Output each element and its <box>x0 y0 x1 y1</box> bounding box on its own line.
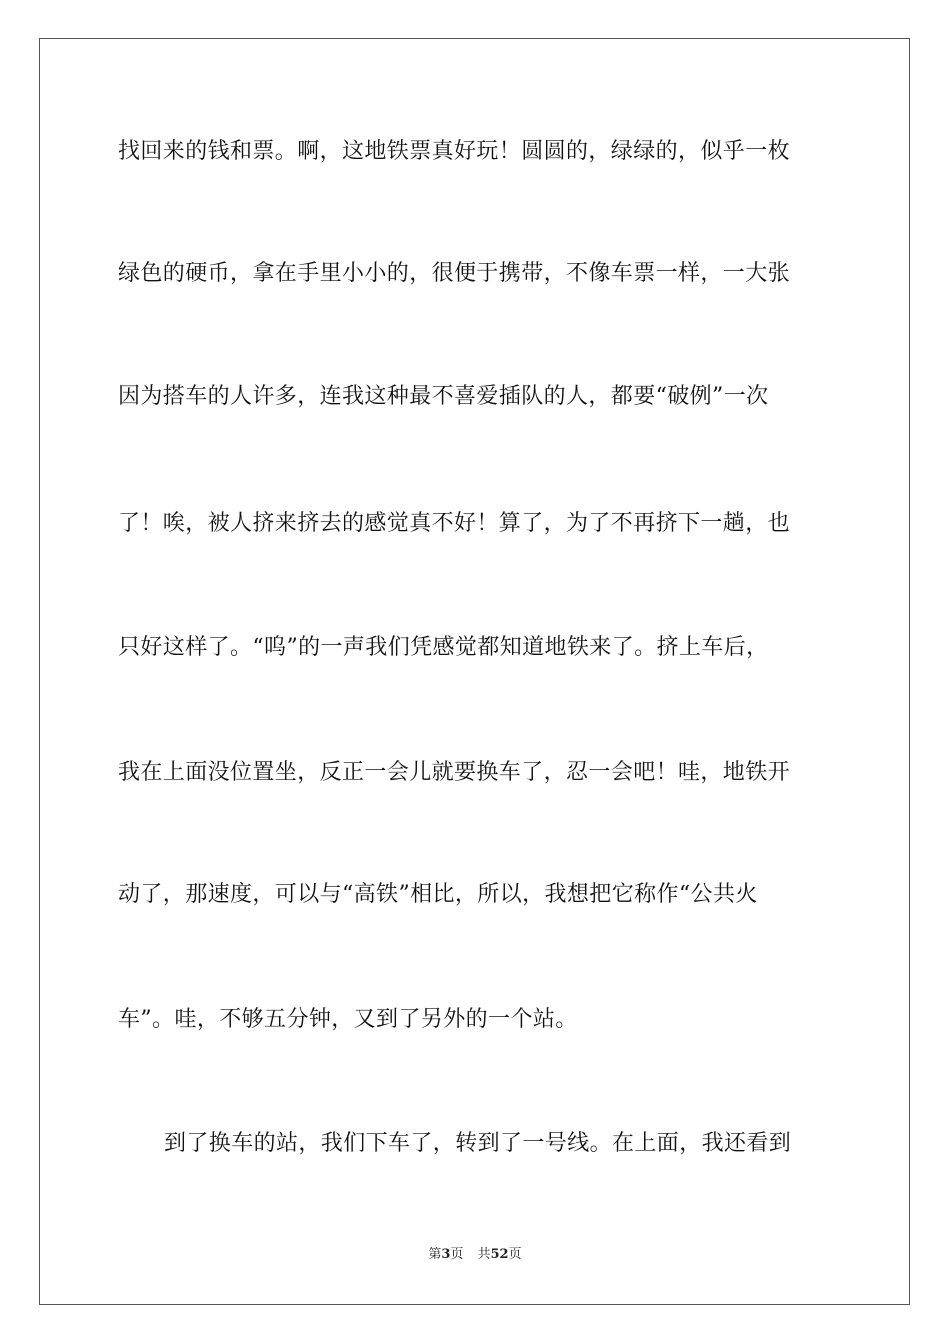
paragraph-line-1: 找回来的钱和票。啊，这地铁票真好玩！圆圆的，绿绿的，似乎一枚 <box>118 139 791 164</box>
total-prefix: 共 <box>477 1247 491 1262</box>
paragraph-line-3: 因为搭车的人许多，连我这种最不喜爱插队的人，都要“破例”一次 <box>118 384 769 409</box>
page-border <box>39 38 910 1305</box>
paragraph-line-5: 只好这样了。“呜”的一声我们凭感觉都知道地铁来了。挤上车后， <box>118 635 769 660</box>
paragraph-line-8: 车”。哇，不够五分钟，又到了另外的一个站。 <box>118 1007 578 1032</box>
paragraph-line-2: 绿色的硬币，拿在手里小小的，很便于携带，不像车票一样，一大张 <box>118 261 791 286</box>
total-pages: 52 <box>490 1247 509 1262</box>
paragraph-line-6: 我在上面没位置坐，反正一会儿就要换车了，忍一会吧！哇，地铁开 <box>118 760 791 785</box>
paragraph-line-7: 动了，那速度，可以与“高铁”相比，所以，我想把它称作“公共火 <box>118 882 758 907</box>
paragraph-line-4: 了！唉，被人挤来挤去的感觉真不好！算了，为了不再挤下一趟，也 <box>118 511 791 536</box>
total-suffix: 页 <box>508 1247 522 1262</box>
page-footer <box>0 1246 950 1264</box>
page-suffix: 页 <box>450 1247 464 1262</box>
page-prefix: 第 <box>428 1247 442 1262</box>
page-number: 3 <box>441 1247 451 1262</box>
paragraph-line-9: 到了换车的站，我们下车了，转到了一号线。在上面，我还看到 <box>164 1131 792 1156</box>
